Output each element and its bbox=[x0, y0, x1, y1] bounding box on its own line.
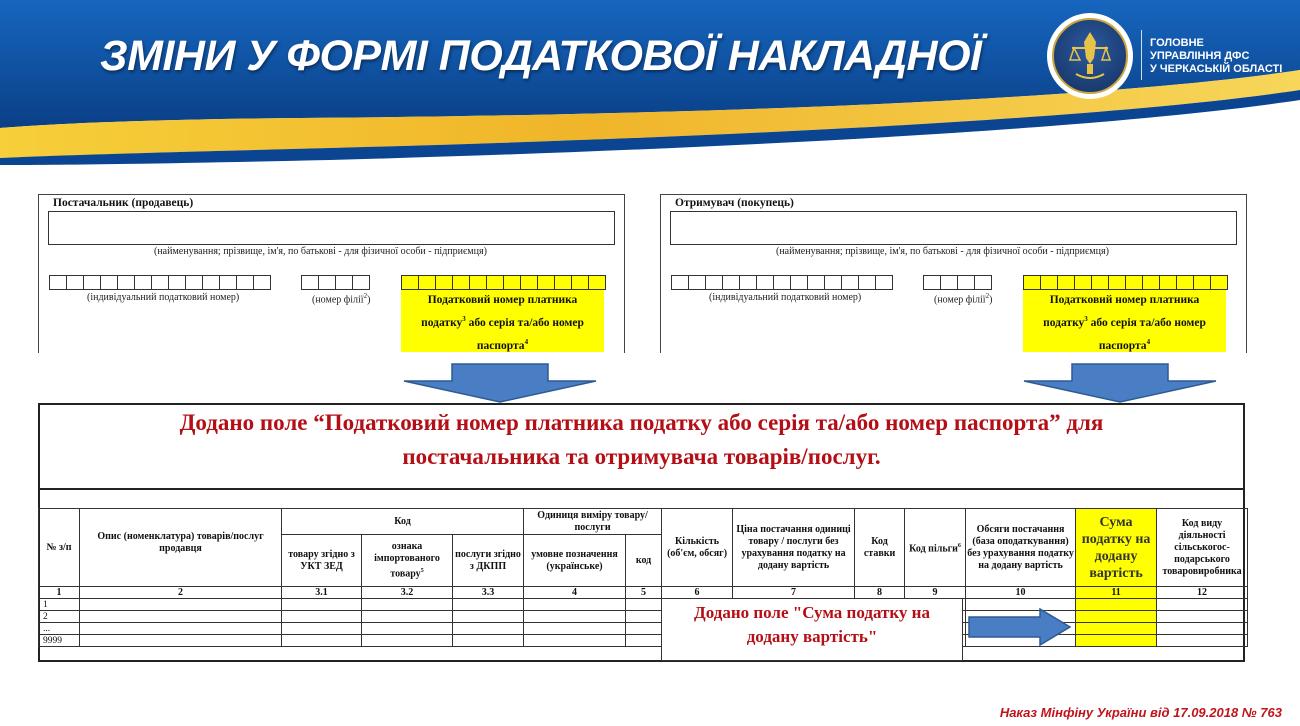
header-banner bbox=[0, 0, 1300, 165]
buyer-tax-number-note: (індивідуальний податковий номер) bbox=[709, 292, 862, 303]
col-header-benefit-code: Код пільги$^6$ bbox=[905, 509, 966, 587]
divider bbox=[38, 488, 1245, 490]
tax-service-emblem-icon bbox=[1047, 13, 1133, 99]
col-header-supply-volume: Обсяги постачання (база оподаткування) без урахування податку на додану вартість bbox=[966, 509, 1076, 587]
organization-name bbox=[1150, 37, 1282, 76]
supplier-panel bbox=[38, 194, 625, 353]
buyer-title: Отримувач (покупець) bbox=[675, 197, 794, 209]
column-numbers-row: 1 2 3.1 3.2 3.3 4 5 6 7 8 9 10 11 12 bbox=[39, 587, 1248, 599]
table-row: 1 bbox=[39, 599, 1248, 611]
col-header-number: № з/п bbox=[39, 509, 80, 587]
buyer-name-field[interactable] bbox=[670, 211, 1237, 245]
col-header-description: Опис (номенклатура) товарів/послуг продавця bbox=[80, 509, 282, 587]
supplier-name-note: (найменування; прізвище, ім'я, по батькові - для фізичної особи - підприємця) bbox=[154, 246, 487, 257]
col-header-quantity: Кількість (об'єм, обсяг) bbox=[662, 509, 733, 587]
col-header-activity-code: Код виду діяльності сільськогос-подарського товаровиробника bbox=[1157, 509, 1248, 587]
table-row: ... bbox=[39, 623, 1248, 635]
col-header-dkpp: послуги згідно з ДКПП bbox=[453, 535, 524, 587]
supplier-tax-number-cells[interactable] bbox=[50, 275, 271, 290]
supplier-branch-cells[interactable] bbox=[302, 275, 370, 290]
col-header-price: Ціна постачання одиниці товару / послуги без урахування податку на додану вартість bbox=[733, 509, 855, 587]
supplier-tax-number-note: (індивідуальний податковий номер) bbox=[87, 292, 240, 303]
table-row: 2 bbox=[39, 611, 1248, 623]
supplier-branch-note: (номер філії$^2$) bbox=[312, 292, 371, 306]
org-line-2: УПРАВЛІННЯ ДФС bbox=[1150, 50, 1250, 62]
col-header-code: Код bbox=[282, 509, 524, 535]
supplier-title: Постачальник (продавець) bbox=[53, 197, 194, 209]
right-arrow-icon bbox=[968, 608, 1072, 646]
col-header-unit: Одиниця виміру товару/послуги bbox=[524, 509, 662, 535]
vat-field-callout: Додано поле "Сума податку на додану вартість" bbox=[661, 598, 963, 661]
buyer-passport-label: Податковий номер платника податку$^3$ або серія та/або номер паспорта$^4$ bbox=[1023, 290, 1226, 352]
order-reference: Наказ Мінфіну України від 17.09.2018 № 763 bbox=[999, 705, 1282, 720]
down-arrow-icon bbox=[1022, 363, 1218, 403]
table-row: 9999 bbox=[39, 635, 1248, 647]
buyer-passport-cells[interactable] bbox=[1024, 275, 1228, 290]
buyer-branch-note: (номер філії$^2$) bbox=[934, 292, 993, 306]
buyer-panel bbox=[660, 194, 1247, 353]
supplier-name-field[interactable] bbox=[48, 211, 615, 245]
col-header-vat-amount: Сума податку на додану вартість bbox=[1076, 509, 1157, 587]
buyer-branch-cells[interactable] bbox=[924, 275, 992, 290]
added-field-headline: Додано поле “Податковий номер платника податку або серія та/або номер паспорта” для постачальника та отримувача товарів/послуг. bbox=[179, 410, 1104, 469]
buyer-tax-number-cells[interactable] bbox=[672, 275, 893, 290]
col-header-import-sign: ознака імпортованого товару$^5$ bbox=[362, 535, 453, 587]
supplier-passport-label: Податковий номер платника податку$^3$ або серія та/або номер паспорта$^4$ bbox=[401, 290, 604, 352]
buyer-name-note: (найменування; прізвище, ім'я, по батькові - для фізичної особи - підприємця) bbox=[776, 246, 1109, 257]
org-line-1: ГОЛОВНЕ bbox=[1150, 37, 1204, 49]
col-header-unit-symbol: умовне позначення (українське) bbox=[524, 535, 626, 587]
supplier-passport-cells[interactable] bbox=[402, 275, 606, 290]
down-arrow-icon bbox=[402, 363, 598, 403]
col-header-rate-code: Код ставки bbox=[855, 509, 905, 587]
col-header-unit-code: код bbox=[626, 535, 662, 587]
page-title: ЗМІНИ У ФОРМІ ПОДАТКОВОЇ НАКЛАДНОЇ bbox=[100, 32, 982, 80]
col-header-ukt-zed: товару згідно з УКТ ЗЕД bbox=[282, 535, 362, 587]
org-divider bbox=[1141, 30, 1142, 80]
org-line-3: У ЧЕРКАСЬКІЙ ОБЛАСТІ bbox=[1150, 63, 1283, 75]
